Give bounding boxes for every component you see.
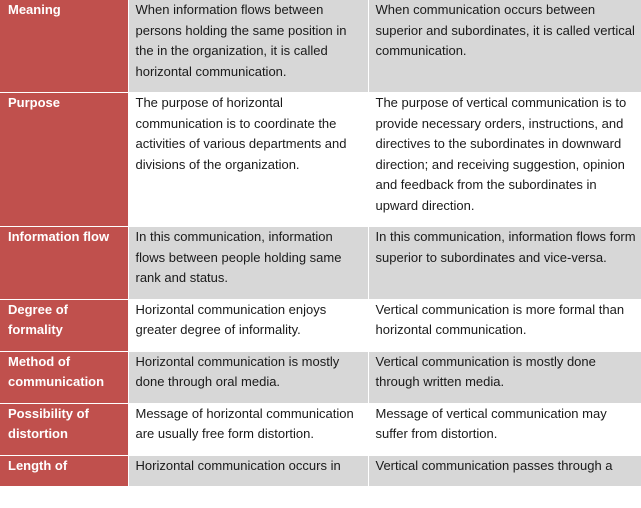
vertical-cell: Message of vertical communication may suffer from distortion. <box>368 403 641 455</box>
table-row-length-of <box>0 455 641 487</box>
horizontal-cell: Horizontal communication occurs in <box>128 455 368 487</box>
horizontal-cell: The purpose of horizontal communication is to coordinate the activities of various departments and divisions of the organization. <box>128 93 368 227</box>
table-row-meaning <box>0 0 641 93</box>
horizontal-cell: Message of horizontal communication are usually free form distortion. <box>128 403 368 455</box>
vertical-cell: When communication occurs between superior and subordinates, it is called vertical communication. <box>368 0 641 93</box>
table-row-method-of-communication <box>0 351 641 403</box>
row-heading: Purpose <box>0 93 128 227</box>
table-row-possibility-of-distortion <box>0 403 641 455</box>
horizontal-cell: When information flows between persons holding the same position in the in the organization, it is called horizontal communication. <box>128 0 368 93</box>
horizontal-cell: In this communication, information flows between people holding same rank and status. <box>128 227 368 300</box>
table-row-purpose <box>0 93 641 227</box>
row-heading: Information flow <box>0 227 128 300</box>
vertical-cell: Vertical communication passes through a <box>368 455 641 487</box>
row-heading: Length of <box>0 455 128 487</box>
vertical-cell: The purpose of vertical communication is to provide necessary orders, instructions, and directives to the subordinates in downward direction; and receiving suggestion, opinion and feedback from the subordinates in upward direction. <box>368 93 641 227</box>
table-row-information-flow <box>0 227 641 300</box>
vertical-cell: In this communication, information flows form superior to subordinates and vice-versa. <box>368 227 641 300</box>
horizontal-cell: Horizontal communication enjoys greater degree of informality. <box>128 299 368 351</box>
table-row-degree-of-formality <box>0 299 641 351</box>
row-heading: Meaning <box>0 0 128 93</box>
row-heading: Method of communication <box>0 351 128 403</box>
row-heading: Possibility of distortion <box>0 403 128 455</box>
vertical-cell: Vertical communication is more formal than horizontal communication. <box>368 299 641 351</box>
horizontal-cell: Horizontal communication is mostly done through oral media. <box>128 351 368 403</box>
vertical-cell: Vertical communication is mostly done through written media. <box>368 351 641 403</box>
row-heading: Degree of formality <box>0 299 128 351</box>
